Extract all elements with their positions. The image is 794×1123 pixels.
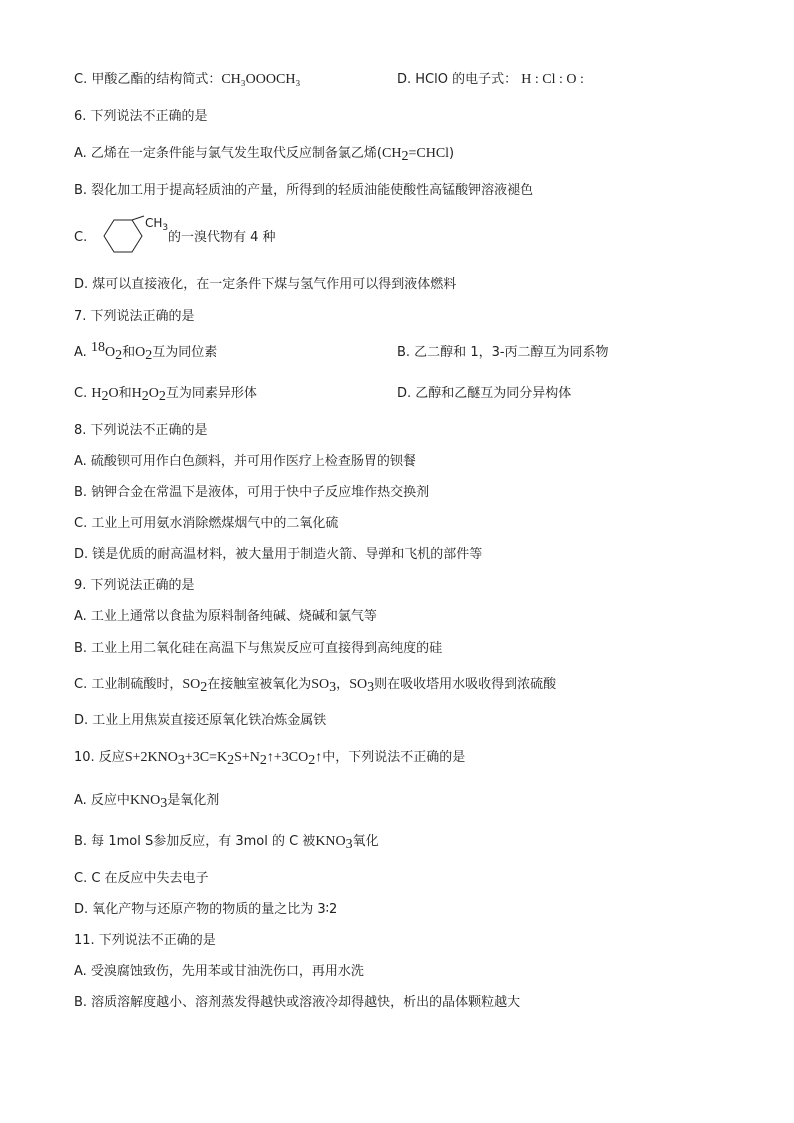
subscript: 2 [101, 389, 109, 404]
subscript: 2 [115, 348, 123, 363]
question-9: 9. 下列说法正确的是 [74, 578, 195, 593]
chlorine-symbol: Cl [542, 72, 556, 87]
subscript: 3 [177, 753, 185, 768]
option-text: A. 乙烯在一定条件能与氯气发生取代反应制备氯乙烯( [74, 146, 383, 161]
hydrogen-symbol: H [521, 72, 532, 87]
equation-part: +3C=K [184, 750, 228, 765]
bond-pair: : [559, 72, 563, 87]
formula: SO [182, 677, 201, 692]
formula: CH [382, 146, 402, 161]
option-text: 中，下列说法不正确的是 [322, 750, 466, 765]
q8-option-a: A. 硫酸钡可用作白色颜料，并可用作医疗上检查肠胃的钡餐 [74, 454, 416, 469]
question-7: 7. 下列说法正确的是 [74, 309, 195, 324]
subscript: 3 [162, 223, 169, 233]
option-text: 氧化 [352, 834, 379, 849]
option-text: B. 每 1mol S参加反应，有 3mol 的 C 被 [74, 834, 316, 849]
q6-option-d: D. 煤可以直接液化，在一定条件下煤与氢气作用可以得到液体燃料 [74, 277, 457, 292]
formula: CH₃OOOCH₃ [221, 72, 301, 87]
subscript: 3 [367, 680, 375, 695]
option-text: 互为同素异形体 [165, 386, 257, 401]
option-text: ， [336, 677, 350, 692]
methyl-text: CH [145, 216, 163, 230]
lewis-structure [521, 71, 584, 89]
option-c-ethyl-formate [74, 71, 300, 89]
equation-part: S+2KNO [124, 750, 178, 765]
subscript: 3 [345, 837, 353, 852]
formula: O [104, 345, 116, 360]
formula: H [131, 386, 142, 401]
q8-option-d: D. 镁是优质的耐高温材料，被大量用于制造火箭、导弹和飞机的部件等 [74, 547, 483, 562]
q7-option-b: B. 乙二醇和 1，3-丙二醇互为同系物 [397, 345, 609, 360]
q11-option-b: B. 溶质溶解度越小、溶剂蒸发得越快或溶液冷却得越快，析出的晶体颗粒越大 [74, 995, 521, 1010]
methyl-group-label [145, 214, 168, 232]
subscript: 2 [308, 753, 316, 768]
formula: O [148, 386, 159, 401]
option-d-hclo-electron-formula [397, 71, 584, 89]
q9-option-a: A. 工业上通常以食盐为原料制备纯碱、烧碱和氯气等 [74, 609, 377, 624]
subscript: 2 [200, 680, 208, 695]
option-text: D. HClO 的电子式： [397, 72, 518, 87]
bond-pair: : [534, 72, 539, 87]
q7-option-a [74, 340, 218, 363]
equation-part: S+N [234, 750, 260, 765]
formula: =CHCl [408, 146, 450, 161]
question-11: 11. 下列说法不正确的是 [74, 933, 216, 948]
subscript: 2 [141, 389, 149, 404]
q7-option-d: D. 乙醇和乙醚互为同分异构体 [397, 386, 572, 401]
q6-option-c-label: C. [74, 230, 88, 245]
option-text: 在接触室被氧化为 [207, 677, 312, 692]
formula: O [135, 345, 146, 360]
question-10 [74, 749, 465, 767]
option-text: 10. 反应 [74, 750, 125, 765]
subscript: 2 [401, 149, 409, 164]
option-text: ) [449, 146, 455, 161]
q11-option-a: A. 受溴腐蚀致伤，先用苯或甘油洗伤口，再用水洗 [74, 964, 364, 979]
equation-part: ↑ [315, 750, 323, 765]
subscript: 2 [227, 753, 235, 768]
subscript: 2 [145, 348, 153, 363]
option-text: 则在吸收塔用水吸收得到浓硫酸 [374, 677, 557, 692]
formula: KNO [129, 793, 161, 808]
oxygen-symbol: O [566, 72, 577, 87]
option-text: 互为同位素 [152, 345, 218, 360]
q10-option-a [74, 792, 219, 810]
formula: SO [311, 677, 330, 692]
option-text: C. 工业制硫酸时， [74, 677, 183, 692]
q10-option-c: C. C 在反应中失去电子 [74, 871, 209, 886]
q9-option-c [74, 676, 556, 694]
q9-option-b: B. 工业上用二氧化硅在高温下与焦炭反应可直接得到高纯度的硅 [74, 641, 443, 656]
option-text: 和 [118, 386, 132, 401]
lone-pair: : [580, 72, 584, 87]
superscript: 18 [90, 340, 105, 355]
subscript: 2 [259, 753, 267, 768]
formula: SO [349, 677, 368, 692]
subscript: 2 [158, 389, 166, 404]
option-text: C. 甲酸乙酯的结构简式： [74, 72, 222, 87]
subscript: 3 [329, 680, 337, 695]
q7-option-c [74, 385, 257, 403]
subscript: 3 [160, 796, 168, 811]
option-text: C. [74, 386, 88, 401]
option-text: 和 [122, 345, 136, 360]
q8-option-c: C. 工业上可用氨水消除燃煤烟气中的二氧化硫 [74, 516, 339, 531]
q10-option-d: D. 氧化产物与还原产物的物质的量之比为 3∶2 [74, 902, 338, 917]
formula: H [91, 386, 102, 401]
question-6: 6. 下列说法不正确的是 [74, 109, 208, 124]
option-text: A. [74, 345, 87, 360]
q10-option-b [74, 833, 379, 851]
q6-option-a [74, 145, 454, 163]
formula: O [108, 386, 119, 401]
q6-option-b: B. 裂化加工用于提高轻质油的产量，所得到的轻质油能使酸性高锰酸钾溶液褪色 [74, 183, 534, 198]
option-text: 是氧化剂 [167, 793, 220, 808]
q8-option-b: B. 钠钾合金在常温下是液体，可用于快中子反应堆作热交换剂 [74, 485, 430, 500]
equation-part: ↑+3CO [266, 750, 309, 765]
question-8: 8. 下列说法不正确的是 [74, 423, 208, 438]
formula: KNO [315, 834, 346, 849]
q6-option-c-text: 的一溴代物有 4 种 [168, 230, 276, 245]
option-text: A. 反应中 [74, 793, 130, 808]
q9-option-d: D. 工业上用焦炭直接还原氧化铁冶炼金属铁 [74, 713, 327, 728]
